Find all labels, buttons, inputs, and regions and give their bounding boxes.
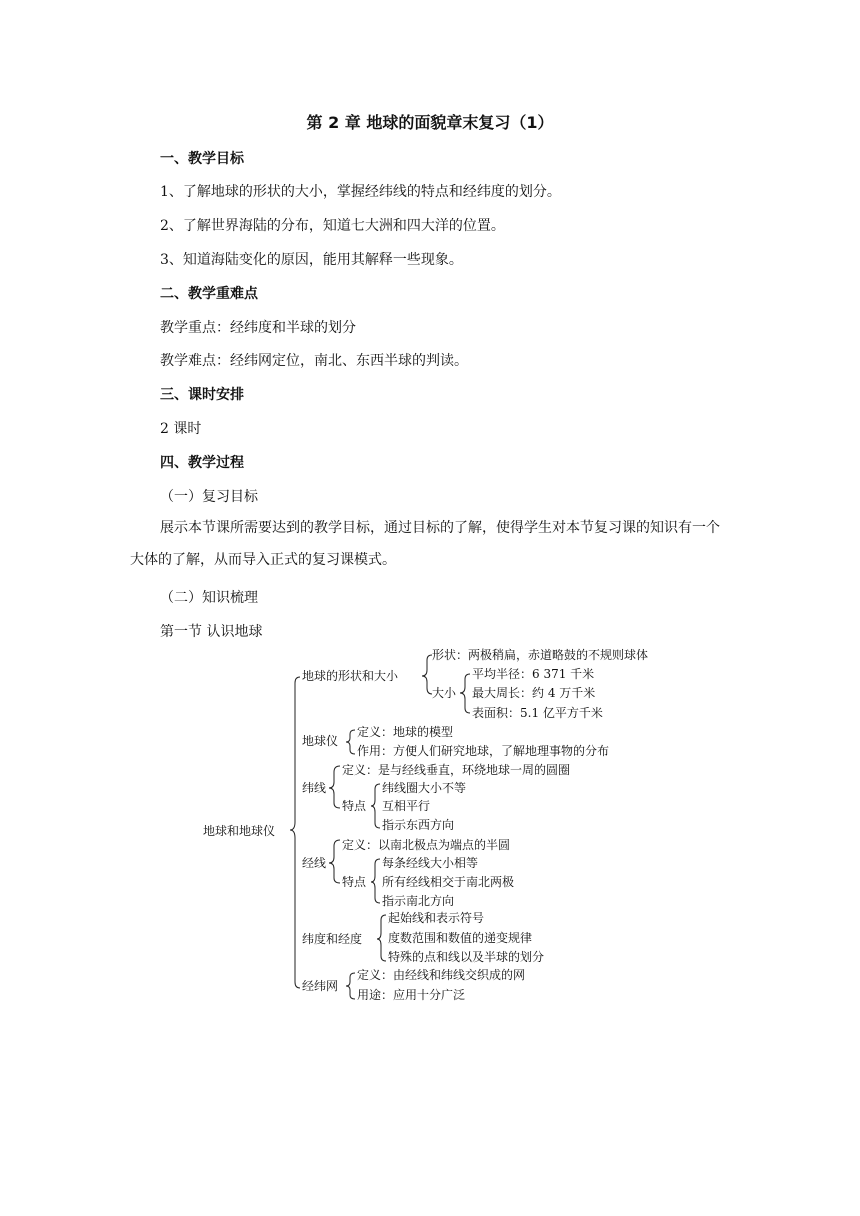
node-latitude-lines: 纬线 [302,781,327,795]
heading-objectives: 一、教学目标 [160,151,244,167]
tree-root: 地球和地球仪 [203,824,276,838]
difficult-point: 教学难点：经纬网定位，南北、东西半球的判读。 [160,353,468,369]
heading-process: 四、教学过程 [160,455,244,471]
node-shape: 形状：两极稍扁，赤道略鼓的不规则球体 [432,648,649,662]
node-circumference: 最大周长：约 4 万千米 [472,686,596,700]
root-brace [290,677,300,988]
review-goals-paragraph: 展示本节课所需要达到的教学目标，通过目标的了解，使得学生对本节复习课的知识有一个大体的了解，从而导入正式的复习课模式。 [130,520,720,568]
heading-schedule: 三、课时安排 [160,387,244,403]
brace-longitude-features [371,859,380,903]
node-area: 表面积：5.1 亿平方千米 [472,706,603,720]
node-longitude-feature-3: 指示南北方向 [382,894,455,908]
node-latitude-longitude: 纬度和经度 [302,932,363,946]
node-latitude-feature-3: 指示东西方向 [382,818,455,832]
node-latitude-feature-2: 互相平行 [382,799,431,813]
brace-latitude-features [371,784,380,828]
node-latitude-definition: 定义：是与经线垂直，环绕地球一周的圆圈 [342,763,571,777]
node-grid: 经纬网 [302,979,339,993]
heading-key-points: 二、教学重难点 [160,286,258,302]
node-radius: 平均半径：6 371 千米 [472,667,595,681]
brace-size [460,674,470,713]
document-title: 第 2 章 地球的面貌章末复习（1） [306,113,554,132]
brace-latitude [329,766,340,808]
node-globe-definition: 定义：地球的模型 [357,725,454,739]
node-latitude-features: 特点 [342,799,367,813]
objective-2: 2、了解世界海陆的分布，知道七大洲和四大洋的位置。 [160,218,505,234]
node-grid-definition: 定义：由经线和纬线交织成的网 [357,968,526,982]
node-longitude-feature-1: 每条经线大小相等 [382,856,479,870]
node-globe: 地球仪 [302,734,339,748]
subheading-knowledge: （二）知识梳理 [160,590,258,606]
schedule-hours: 2 课时 [160,421,202,437]
node-shape-size: 地球的形状和大小 [302,669,399,683]
node-longitude-definition: 定义：以南北极点为端点的半圆 [342,838,511,852]
subheading-review-goals: （一）复习目标 [160,489,258,505]
node-longitude-features: 特点 [342,875,367,889]
brace-longitude [329,840,340,883]
node-latlon-3: 特殊的点和线以及半球的划分 [388,950,545,964]
brace-globe [346,730,355,754]
objective-1: 1、了解地球的形状的大小，掌握经纬线的特点和经纬度的划分。 [160,184,561,200]
node-latlon-1: 起始线和表示符号 [388,911,485,925]
key-point: 教学重点：经纬度和半球的划分 [160,320,356,336]
node-longitude-feature-2: 所有经线相交于南北两极 [382,875,515,889]
brace-grid [346,973,355,999]
objective-3: 3、知道海陆变化的原因，能用其解释一些现象。 [160,252,463,268]
section-title-earth: 第一节 认识地球 [160,624,263,640]
node-longitude-lines: 经线 [302,856,327,870]
node-latlon-2: 度数范围和数值的递变规律 [388,931,533,945]
node-latitude-feature-1: 纬线圈大小不等 [382,781,467,795]
brace-latitude-longitude [377,915,386,961]
node-size: 大小 [432,686,457,700]
node-globe-function: 作用：方便人们研究地球，了解地理事物的分布 [357,744,610,758]
brace-shape-size [422,655,432,694]
node-grid-use: 用途：应用十分广泛 [357,988,466,1002]
